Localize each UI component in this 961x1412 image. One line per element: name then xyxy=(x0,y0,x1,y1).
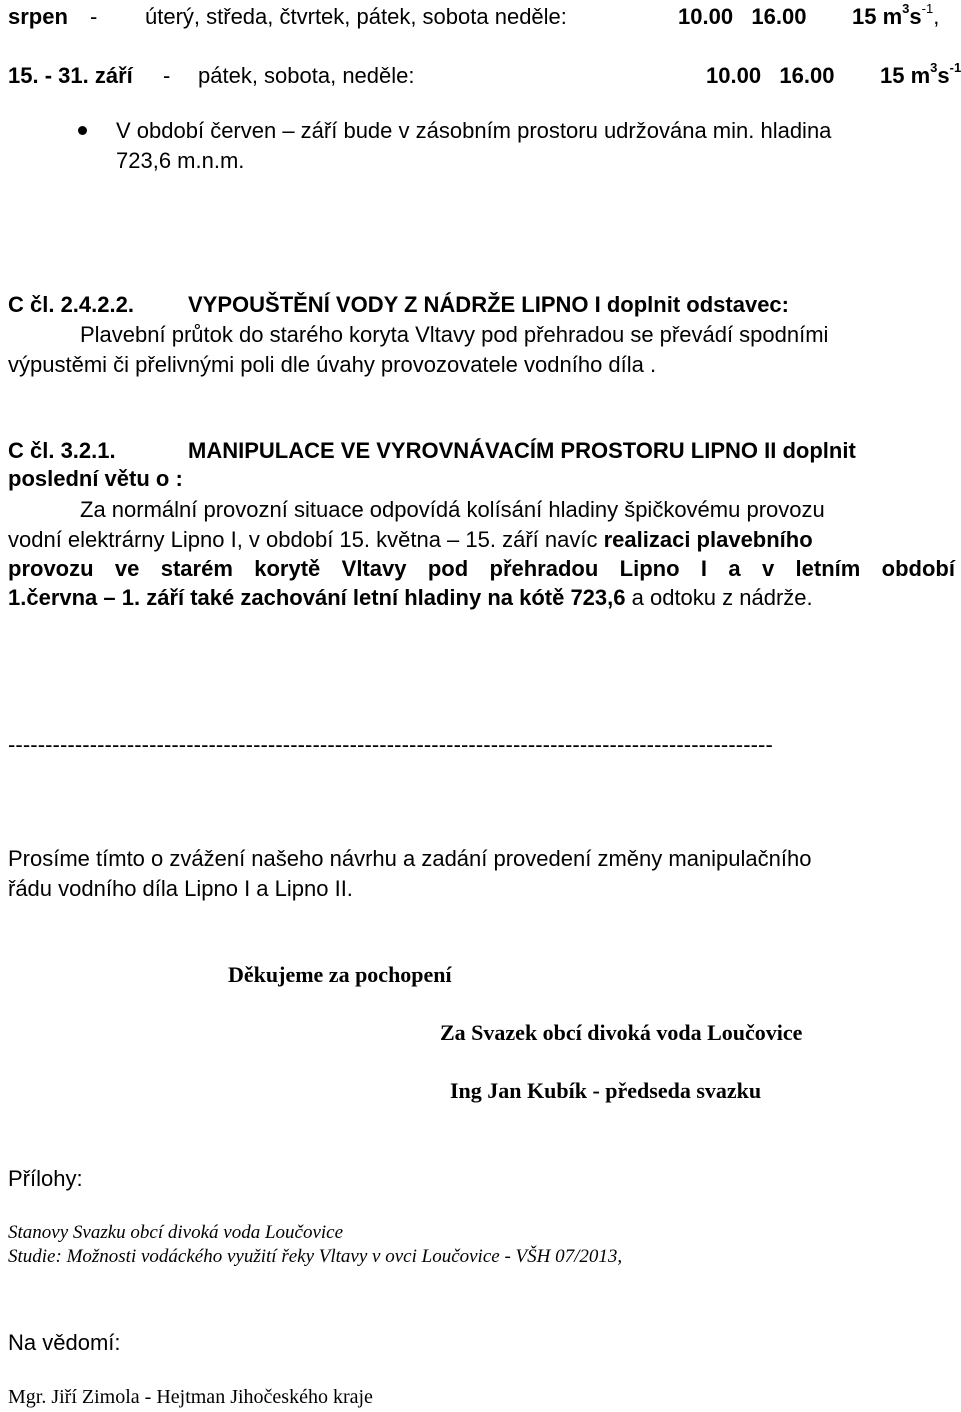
section-242-line1: Plavební průtok do starého koryta Vltavy pod přehradou se převádí spodními xyxy=(80,322,829,347)
section-242-line2: výpustěmi či přelivnými poli dle úvahy provozovatele vodního díla . xyxy=(8,352,657,377)
schedule-row2-month: 15. - 31. září xyxy=(8,63,133,88)
cc-label: Na vědomí: xyxy=(8,1330,121,1355)
attachments-label: Přílohy: xyxy=(8,1166,83,1191)
bullet-point-icon xyxy=(78,126,87,135)
section-321-line3: provozu ve starém korytě Vltavy pod přehradou Lipno I a v letním období xyxy=(8,556,955,581)
section-321-heading-cont: poslední větu o : xyxy=(8,466,183,491)
section-321-line4: 1.června – 1. září také zachování letní hladiny na kótě 723,6 a odtoku z nádrže. xyxy=(8,585,813,610)
schedule-row2-flow: 15 $m^3s^{-1}$ xyxy=(880,60,961,88)
bullet-line2: 723,6 m.n.m. xyxy=(116,148,245,173)
schedule-row1-time: 10.00 16.00 xyxy=(678,4,807,29)
dashed-separator: ------------------------------------------------------------------------------------------------------- xyxy=(8,732,773,757)
section-321-heading: MANIPULACE VE VYROVNÁVACÍM PROSTORU LIPNO II doplnit xyxy=(188,438,856,463)
closing-signer: Ing Jan Kubík - předseda svazku xyxy=(450,1078,762,1103)
schedule-row1-days: úterý, středa, čtvrtek, pátek, sobota neděle: xyxy=(145,4,567,29)
schedule-row2-dash: - xyxy=(163,63,171,88)
schedule-row1-dash: - xyxy=(90,4,98,29)
schedule-row2-time: 10.00 16.00 xyxy=(706,63,835,88)
cc-recipient: Mgr. Jiří Zimola - Hejtman Jihočeského kraje xyxy=(8,1386,373,1408)
schedule-row2-days: pátek, sobota, neděle: xyxy=(198,63,415,88)
request-line1: Prosíme tímto o zvážení našeho návrhu a zadání provedení změny manipulačního xyxy=(8,846,812,871)
section-321-line2: vodní elektrárny Lipno I, v období 15. května – 15. září navíc realizaci plavebního xyxy=(8,527,813,552)
section-242-heading: VYPOUŠTĚNÍ VODY Z NÁDRŽE LIPNO I doplnit odstavec: xyxy=(188,292,789,317)
bullet-line1: V období červen – září bude v zásobním prostoru udržována min. hladina xyxy=(116,118,832,143)
section-321-line1: Za normální provozní situace odpovídá kolísání hladiny špičkovému provozu xyxy=(80,497,825,522)
closing-thanks: Děkujeme za pochopení xyxy=(228,962,452,987)
schedule-row1-month: srpen xyxy=(8,4,68,29)
attachment-item: Stanovy Svazku obcí divoká voda Loučovice xyxy=(8,1222,344,1243)
section-242-ref: C čl. 2.4.2.2. xyxy=(8,292,134,317)
request-line2: řádu vodního díla Lipno I a Lipno II. xyxy=(8,876,353,901)
closing-organization: Za Svazek obcí divoká voda Loučovice xyxy=(440,1020,803,1045)
schedule-row1-flow: 15 $m^3s^{-1}$, xyxy=(852,1,940,29)
attachment-item: Studie: Možnosti vodáckého využití řeky Vltavy v ovci Loučovice - VŠH 07/2013, xyxy=(8,1246,623,1267)
section-321-ref: C čl. 3.2.1. xyxy=(8,438,116,463)
